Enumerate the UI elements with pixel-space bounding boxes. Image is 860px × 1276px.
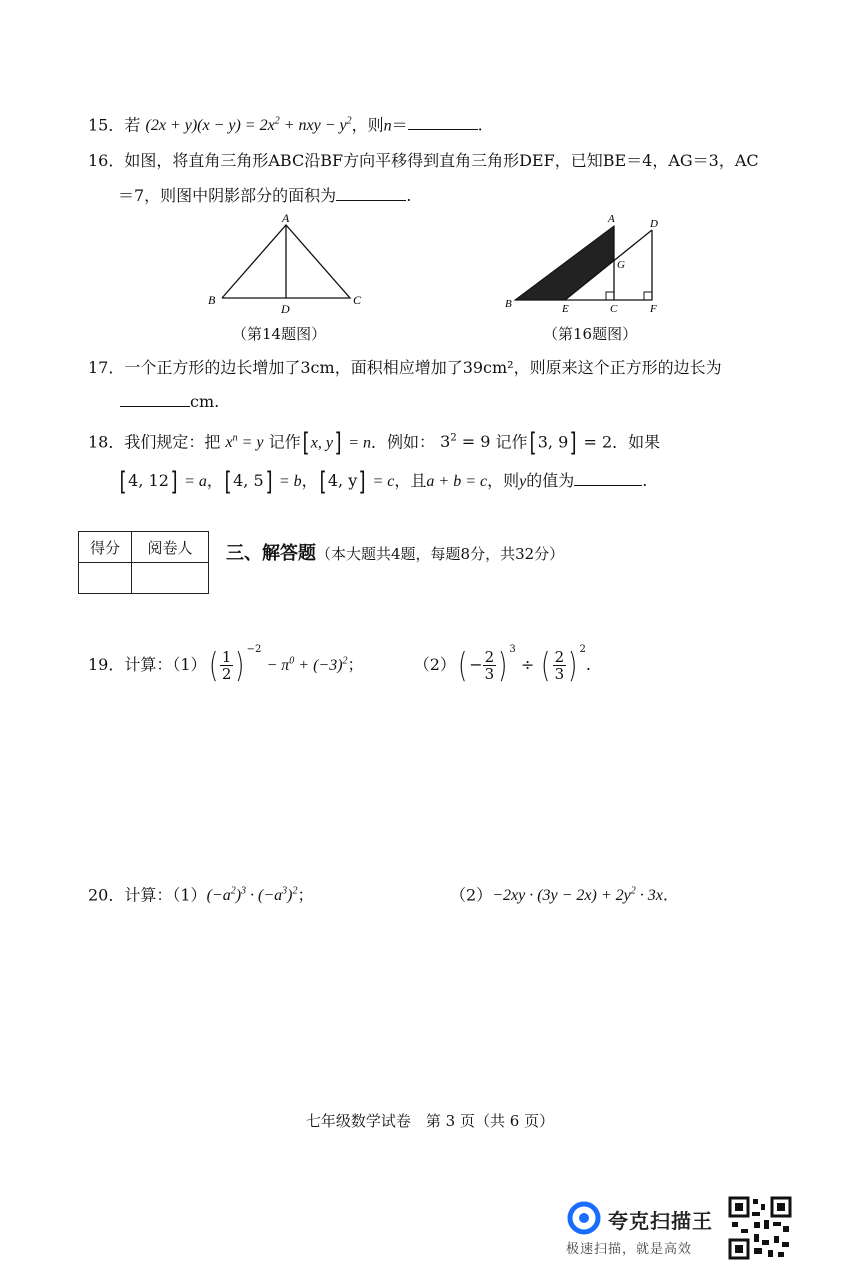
bracket: ] (170, 466, 178, 497)
part-1-label: （1） (172, 885, 207, 905)
q18-end: . (642, 471, 648, 490)
bracket: ] (265, 466, 273, 497)
q16-line1: 如图，将直角三角形ABC沿BF方向平移得到直角三角形DEF，已知BE＝4，AG＝3，AC (124, 151, 759, 170)
bracket: [ (302, 427, 310, 458)
question-18 (88, 427, 661, 458)
bracket: ] (569, 427, 577, 458)
q15-equation: $(2x + y)(x - y) = 2x^2$ + nxy − $y^2$ (145, 116, 352, 135)
q18-math: x, y (310, 434, 333, 452)
q18-math: = a (184, 473, 207, 490)
paren: ( (457, 645, 468, 686)
paren: ) (235, 645, 245, 686)
denominator: 2 (221, 665, 232, 683)
fraction-half (220, 649, 234, 682)
q20-math: $-2xy \cdot (3y - 2x) + 2y^2 \cdot 3x$ (492, 886, 663, 905)
q15-prefix: 若 (124, 115, 141, 135)
q15-eq: ＝ (391, 115, 408, 135)
label-E: E (562, 303, 569, 315)
scanner-logo-icon (566, 1200, 602, 1236)
part-1-label: （1） (172, 655, 207, 674)
q15-end: . (477, 115, 483, 135)
q18-math: $x^n = y$ (225, 433, 264, 452)
q19-math: − $\pi^0 + (-3)^2$ (266, 655, 348, 674)
q16-end: . (406, 186, 412, 205)
q17-unit: cm. (190, 392, 220, 411)
bracket: ] (334, 427, 342, 458)
score-cell[interactable] (79, 563, 132, 594)
q16-line2: ＝7，则图中阴影部分的面积为 (118, 186, 337, 205)
q18-math: = n (348, 434, 372, 452)
figure-16 (500, 212, 680, 322)
label-F: F (650, 303, 657, 315)
figure-14-caption: （第14题图） (232, 325, 327, 343)
q18-text: 我们规定：把 (124, 432, 221, 452)
q18-math: $3^2 = 9$ (440, 432, 491, 452)
score-table (78, 531, 209, 594)
question-15 (88, 111, 483, 137)
question-16-line2 (118, 185, 411, 207)
q15-tail: ，则 (351, 115, 384, 135)
label-B: B (505, 298, 512, 310)
denominator: 3 (484, 665, 495, 683)
question-number: 17． (88, 358, 125, 377)
q15-var: n (383, 117, 392, 135)
figure-14 (200, 210, 380, 320)
label-B: B (208, 293, 216, 307)
answer-blank[interactable] (336, 186, 406, 201)
part-2-label: （2） (413, 655, 456, 674)
question-number: 19．计算： (88, 655, 173, 674)
numerator: 2 (484, 648, 495, 666)
section-title-text: 三、解答题 (226, 543, 316, 564)
question-number: 20．计算： (88, 885, 173, 905)
fraction-two-thirds (483, 649, 497, 682)
q18-text: ．如果 (612, 432, 661, 452)
paren: ) (568, 645, 578, 686)
numerator: 2 (554, 648, 565, 666)
scanner-brand: 夸克扫描王 (608, 1209, 713, 1233)
q17-line1: 一个正方形的边长增加了3cm，面积相应增加了39cm²，则原来这个正方形的边长为 (124, 358, 722, 377)
page-footer: 七年级数学试卷 第 3 页（共 6 页） (305, 1112, 555, 1130)
question-number: 15． (88, 115, 125, 135)
qr-code-icon (728, 1196, 792, 1260)
q18-math: a + b = c (426, 473, 488, 490)
numerator: 1 (221, 648, 232, 666)
question-number: 16． (88, 151, 125, 170)
q18-math: = 2 (583, 432, 613, 452)
q18-math: 3, 9 (537, 432, 569, 452)
label-A: A (282, 211, 290, 225)
label-D: D (650, 218, 658, 230)
label-C: C (353, 293, 362, 307)
bracket: [ (529, 427, 537, 458)
bracket: [ (119, 466, 127, 497)
q18-math: 4, y (327, 471, 358, 490)
question-16 (88, 150, 759, 172)
paren: ( (208, 645, 218, 686)
bracket: [ (224, 466, 232, 497)
label-A: A (608, 213, 615, 225)
answer-blank[interactable] (574, 471, 642, 486)
bracket: [ (319, 466, 327, 497)
q18-math: = c (372, 473, 395, 490)
question-20-part2: $(2)-2xy \cdot (3y - 2x) + 2y^2 \cdot 3x$. (450, 885, 668, 905)
question-20: 20．计算：$(1)(-a^2)^3 \cdot (-a^3)^2$； (88, 885, 314, 905)
paren: ) (498, 645, 508, 686)
question-number: 18． (88, 432, 125, 452)
q20-math: $(-a^2)^3 \cdot (-a^3)^2$ (206, 886, 298, 905)
label-C: C (610, 303, 618, 315)
grader-cell[interactable] (132, 563, 209, 594)
q18-math: 4, 5 (233, 471, 264, 490)
score-header: 得分 (79, 532, 132, 563)
q18-text: ，且 (394, 471, 427, 490)
q18-text: ．例如： (371, 432, 436, 452)
question-17-line2 (120, 391, 219, 413)
q18-math: = b (278, 473, 302, 490)
answer-blank[interactable] (408, 115, 478, 130)
question-17 (88, 357, 722, 379)
fraction-two-thirds (553, 649, 567, 682)
q18-math: 4, 12 (128, 471, 169, 490)
grader-header: 阅卷人 (132, 532, 209, 563)
section-title (226, 539, 564, 565)
label-D: D (281, 302, 290, 316)
scanner-slogan: 极速扫描，就是高效 (566, 1242, 693, 1257)
q18-text: 的值为 (526, 471, 575, 490)
figure-16-caption: （第16题图） (543, 325, 638, 343)
q18-math: y (519, 473, 527, 490)
section-note: （本大题共4题，每题8分，共32分） (316, 545, 565, 563)
question-18-line2: [4, 12] = a，[4, 5] = b，[4, y] = c，且a + b = c，则y的值为 . (119, 466, 648, 497)
bracket: ] (358, 466, 366, 497)
part-2-label: （2） (450, 885, 493, 905)
question-19: 19．计算：（1）( $\frac{1}{2}$ ) $^{-2} - \pi^0 + (-3)^2$； （2）( − $\frac{2}{3}$ ) $^3$ ÷ ( $\frac{2}{3}$ ) $^2$. (88, 625, 591, 691)
q18-text: 记作 (495, 432, 528, 452)
label-G: G (617, 259, 625, 271)
denominator: 3 (554, 665, 565, 683)
q18-text: 记作 (268, 432, 301, 452)
answer-blank[interactable] (120, 392, 190, 407)
q18-text: ，则 (487, 471, 520, 490)
paren: ( (541, 645, 551, 686)
